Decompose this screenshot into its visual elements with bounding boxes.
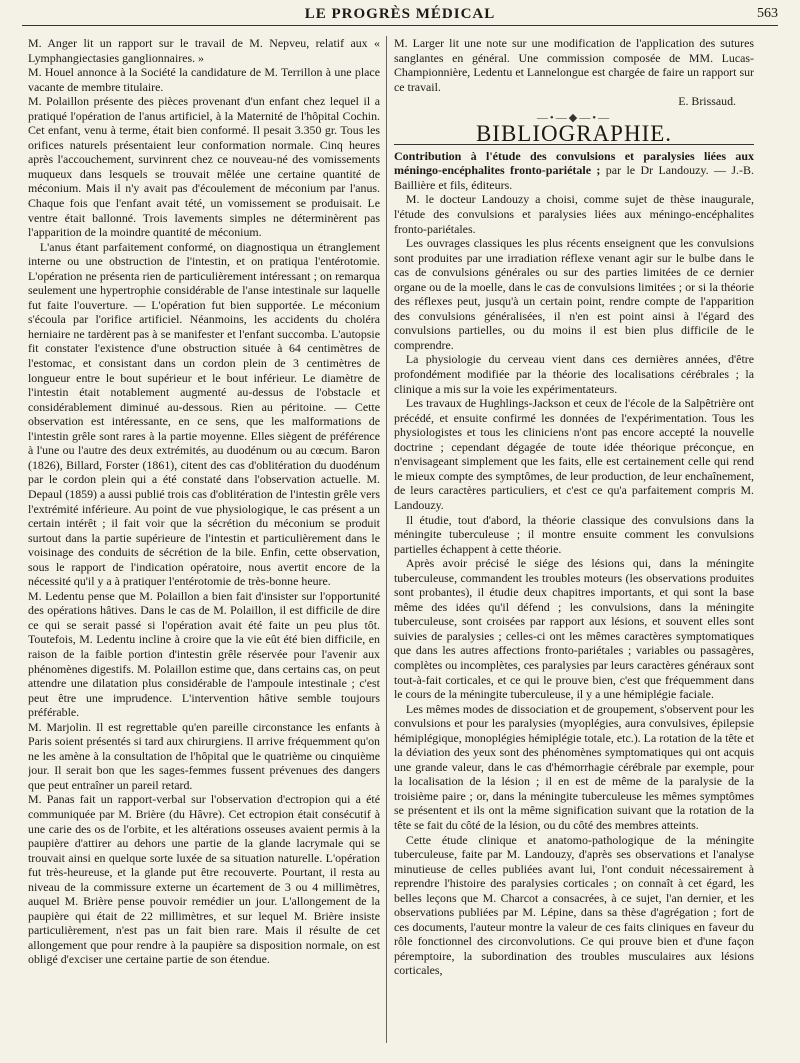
page-number: 563 [757,6,778,21]
section-title: BIBLIOGRAPHIE. [394,127,754,145]
book-title: Contribution à l'étude des convulsions et paralysies liées aux méningo-encéphalites fronto-pariétale ; [394,148,754,178]
book-author: par le Dr Landouzy. — J.-B. Baillière et fils, éditeurs. [394,163,754,192]
book-citation [394,149,754,193]
paragraph: Après avoir précisé le siége des lésions qui, dans la méningite tuberculeuse, commandent les troubles moteurs (les observations produites sont probantes), il étudie deux chapitres importants, et qui sont la base même des idées qu'il défend ; les convulsions, dans la méningite tuberculeuse, sont croisées par rapport aux lésions, et souvent elles sont suivies de paralysies ; celles-ci ont les mêmes caractères symptomatiques que dans les autres affections fronto-pariétales ; variables ou passagères, complètes ou incomplètes, ces paralysies par leurs caractères généraux sont tout-à-fait corticales, et ce qui le prouve bien, c'est que fréquemment dans le cours de la méningite tuberculeuse, il y a une hémiplégie faciale. [394,556,754,702]
paragraph: La physiologie du cerveau vient dans ces dernières années, d'être profondément modifiée par la théorie des localisations cérébrales ; la clinique a mis sur la voie les expérimentateurs. [394,352,754,396]
paragraph: Cette étude clinique et anatomo-pathologique de la méningite tuberculeuse, faite par M. Landouzy, d'après ses observations et l'analyse minutieuse de celles publiées avant lui, l'ont conduit nécessairement à reprendre l'histoire des paralysies corticales ; on connaît à cet égard, les belles leçons que M. Charcot a consacrées, à ce sujet, l'an dernier, et les observations publiées par M. Lépine, dans sa thèse d'agrégation ; fort de ces documents, l'auteur montre la valeur de ces faits cliniques en faveur du rôle fonctionnel des circonvolutions. Ce qui prouve bien et d'une façon péremptoire, la subordination des troubles musculaires aux lésions corticales, [394,832,754,978]
column-divider [386,36,387,1043]
paragraph: M. Larger lit une note sur une modification de l'application des sutures sanglantes en général. Une commission composée de MM. Lucas-Championnière, Ledentu et Lannelongue est chargée de faire un rapport sur ce travail. [394,36,754,94]
paragraph: Les travaux de Hughlings-Jackson et ceux de l'école de la Salpêtrière ont précédé, et ensuite confirmé les données de l'expérimentation. Tous les physiologistes et tous les cliniciens n'ont pas encore accepté la nouvelle doctrine ; cependant dégagée de toute idée théorique préconçue, en n'envisageant simplement que les faits, elle est certainement celle qui rend le mieux compte des symptômes, de leur production, de leur enchaînement, de leurs caractères particuliers, et c'est ce qu'a parfaitement compris M. Landouzy. [394,396,754,512]
paragraph: M. Ledentu pense que M. Polaillon a bien fait d'insister sur l'opportunité des opérations hâtives. Dans le cas de M. Polaillon, il est difficile de dire ce qui se serait passé si l'opération avait été faite un peu plus tôt. Toutefois, M. Ledentu incline à croire que la vie eût été bien difficile, en raison de la faible portion d'intestin grêle réservée pour l'avenir aux phénomènes digestifs. M. Polaillon estime que, dans certains cas, on peut attendre une dilatation plus considérable de l'ampoule intestinale ; c'est peut être une imprudence. L'intervention hâtive semble toujours préférable. [28,588,380,720]
author-signature: E. Brissaud. [678,94,736,109]
right-column [394,36,754,1063]
running-header [22,5,778,26]
paragraph: Les ouvrages classiques les plus récents enseignent que les convulsions sont produites par une irradiation réflexe venant agir sur le bulbe dans le cas de convulsions générales ou sur des parties limitées de ce dernier organe ou de la moelle, dans le cas de convulsions limitées ; or si la théorie des réflexes peut, jusqu'à un certain point, rendre compte de l'apparition des convulsions généralisées, il n'en est point ainsi à l'égard des convulsions partielles, ou du moins il est bien plus difficile de le comprendre. [394,236,754,352]
paragraph: M. Panas fait un rapport-verbal sur l'observation d'ectropion qui a été communiquée par M. Brière (du Hâvre). Cet ectropion était consécutif à une carie des os de l'orbite, et les altérations osseuses avaient permis à la paupière d'attirer au dehors une partie de la glande lacrymale qui se trouvait ainsi en quelque sorte luxée de sa situation naturelle. L'opération fut très-heureuse, et la glande put être recouverte. Pourtant, il resta au niveau de la commissure externe un écartement de 3 ou 4 millimètres, auquel M. Brière pense pouvoir remédier un jour. L'allongement de la paupière qui était de 22 millimètres, et sur lequel M. Brière insiste particulièrement, n'est pas un fait bien rare. Mais il résulte de cet allongement que pour rendre à la paupière sa disposition normale, on est obligé d'exciser une certaine partie de son étendue. [28,792,380,967]
paragraph: Il étudie, tout d'abord, la théorie classique des convulsions dans la méningite tuberculeuse ; il montre ensuite comment les convulsions partielles échappent à cette théorie. [394,512,754,556]
paragraph: L'anus étant parfaitement conformé, on diagnostiqua un étranglement interne ou une obstruction de l'intestin, et on pratiqua l'entérotomie. L'opération ne présenta rien de particulièrement intéressant ; on remarqua seulement une hypertrophie considérable de l'anse intestinale sur laquelle fut faite l'ouverture. — L'opération fut bien supportée. Le méconium s'écoula par l'orifice artificiel. Néanmoins, les accidents du choléra herniaire ne tardèrent pas à se manifester et l'enfant succomba. L'autopsie fit constater l'existence d'une obstruction située à 64 centimètres de l'estomac, et consistant dans un cordon plein de 3 centimètres de longueur entre le bout supérieur et le bout inférieur. Le diamètre de l'intestin était notablement augmenté au-dessus de l'obstacle et considérablement diminué au-dessous. Rien au péritoine. — Cette observation est intéressante, en ce sens, que les malformations de l'intestin grêle sont rares à la partie moyenne. Elles siègent de préférence à l'une ou l'autre des deux extrémités, au duodénum ou au cœcum. Baron (1826), Billard, Forster (1861), citent des cas d'oblitération du duodénum par le cordon plein qui a été constaté dans l'observation actuelle. M. Depaul (1859) a aussi publié trois cas d'oblitération de l'intestin grêle vers l'extrémité inférieure. Au point de vue physiologique, le cas présent a un certain intérêt ; il fait voir que la sécrétion du méconium se produit surtout dans la partie supérieure de l'intestin et particulièrement dans le voisinage des conduits de sécrétion de la bile. Enfin, cette observation, sous le rapport de l'indication opératoire, nous avertit encore de la nécessité qu'il y a à pratiquer l'entérotomie de très-bonne heure. [28,239,380,589]
paragraph: M. Houel annonce à la Société la candidature de M. Terrillon à une place vacante de membre titulaire. [28,65,380,94]
paragraph: M. le docteur Landouzy a choisi, comme sujet de thèse inaugurale, l'étude des convulsions et paralysies liées aux méningo-encéphalites fronto-pariétales. [394,192,754,236]
journal-title: LE PROGRÈS MÉDICAL [304,6,496,22]
paragraph: Les mêmes modes de dissociation et de groupement, s'observent pour les convulsions et pour les paralysies (myoplégies, aura convulsives, épilepsie hémiplégique, monoplégies hémiplégie totale, etc.). La rotation de la tête et la déviation des yeux sont des phénomènes symptomatiques qui ont acquis une grande valeur, dans le cas d'hémorrhagie cérébrale par exemple, pour la localisation de la lésion ; il en est de même de la paralysie de la troisième paire ; or, dans la méningite tuberculeuse les mêmes symptômes se présentent et ils ont la même signification suivant que la rotation de la tête se fait du côté de la lésion, ou du côté des membres atteints. [394,701,754,832]
paragraph: M. Marjolin. Il est regrettable qu'en pareille circonstance les enfants à Paris soient présentés si tard aux chirurgiens. Il arrive fréquemment qu'on ne les amène à la consultation de l'hôpital que le quatrième ou cinquième jour. Il serait bon que les sages-femmes fussent prévenues des dangers que peut entraîner un pareil retard. [28,719,380,792]
left-column [28,36,380,1063]
paragraph: M. Polaillon présente des pièces provenant d'un enfant chez lequel il a pratiqué l'opération de l'anus artificiel, à la Maternité de l'hôpital Cochin. Cet enfant, venu à terme, était bien conformé. Il pesait 3.350 gr. Tous les orifices naturels présentaient leur conformation normale. Cinq heures après l'accouchement, survinrent chez ce nouveau-né des vomissements muqueux dans lesquels se trouvait mêlée une certaine quantité de méconium. Mais il n'y avait pas d'écoulement de méconium par l'anus. Chaque fois que l'enfant avait tété, un vomissement se produisait. Le ventre était ballonné. Trois lavements simples ne déterminèrent pas l'apparition de la moindre quantité de méconium. [28,94,380,240]
paragraph: M. Anger lit un rapport sur le travail de M. Nepveu, relatif aux « Lymphangiectasies ganglionnaires. » [28,36,380,65]
ornament-divider: —•—◆—•— [536,111,612,124]
